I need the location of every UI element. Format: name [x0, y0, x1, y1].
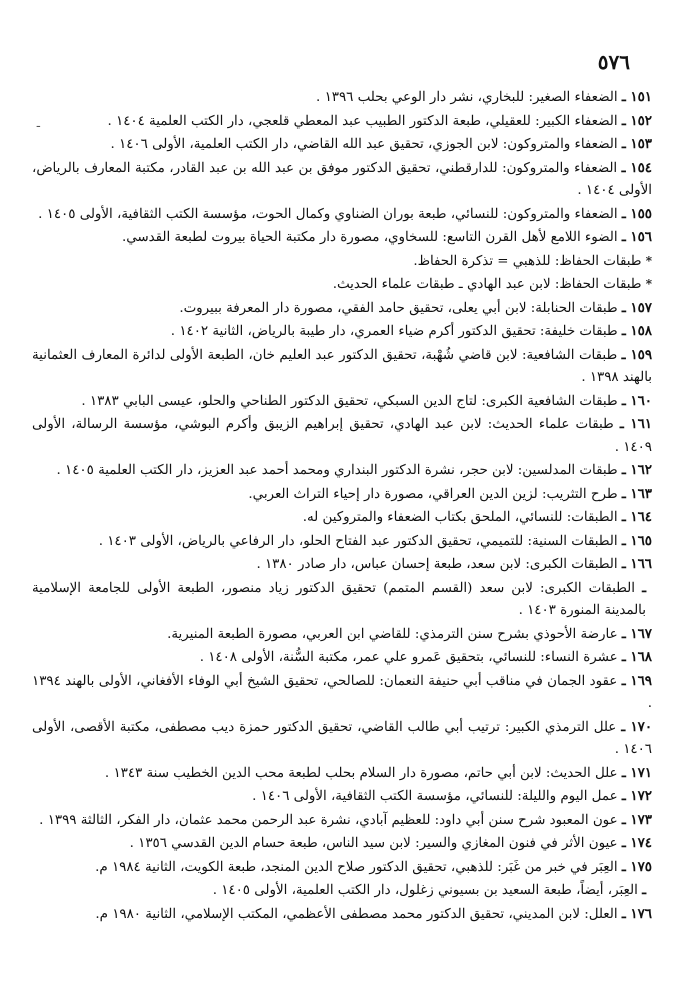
bibliography-entry	[32, 832, 652, 856]
entry-text: علل الحديث: لابن أبي حاتم، مصورة دار السلام بحلب لطبعة محب الدين الخطيب سنة ١٣٤٣ .	[104, 765, 618, 781]
bibliography-entry	[32, 506, 652, 530]
entry-number: ١٥٧ ـ	[621, 299, 652, 316]
bibliography-entry	[32, 785, 652, 809]
entry-text: عمل اليوم والليلة: للنسائي، مؤسسة الكتب الثقافية، الأولى ١٤٠٦ .	[252, 789, 618, 804]
entry-number: ١٥٩ ـ	[621, 346, 653, 363]
cross-reference-entry	[32, 250, 652, 274]
entry-text: طبقات الحفاظ: للذهبي = تذكرة الحفاظ.	[413, 253, 642, 269]
entry-text: الطبقات: للنسائي، الملحق بكتاب الضعفاء والمتروكين له.	[302, 510, 618, 525]
entry-number: ١٥٣ ـ	[621, 136, 652, 152]
entry-number: ١٧٤ ـ	[621, 835, 652, 851]
entry-text: طبقات الشافعية: لابن قاضي شُهْبة، تحقيق الدكتور عبد العليم خان، الطبعة الأولى لدائرة المعارف العثمانية بالهند ١٣٩٨ .	[32, 347, 652, 385]
bibliography-entry	[32, 320, 652, 344]
entry-text: الضعفاء الصغير: للبخاري، نشر دار الوعي بحلب ١٣٩٦ .	[316, 90, 618, 105]
entry-number: ١٦٠ ـ	[621, 392, 652, 409]
bibliography-list	[32, 86, 652, 926]
bibliography-entry	[32, 483, 652, 507]
bibliography-entry	[32, 203, 652, 227]
entry-number: ـ	[642, 882, 646, 898]
entry-number: ١٧٢ ـ	[621, 788, 652, 804]
bibliography-entry	[32, 762, 652, 786]
entry-text: العِبَر في خبر من غَبَر: للذهبي، تحقيق الدكتور صلاح الدين المنجد، طبعة الكويت، الثانية ١٩٨٤ م.	[95, 859, 618, 875]
bibliography-entry	[32, 670, 652, 716]
entry-text: عارضة الأحوذي بشرح سنن الترمذي: للقاضي ابن العربي، مصورة الطبعة المنيرية.	[167, 626, 618, 642]
entry-text: طبقات الحنابلة: لابن أبي يعلى، تحقيق حامد الفقي، مصورة دار المعرفة ببيروت.	[179, 300, 618, 316]
bibliography-entry	[32, 157, 652, 203]
bibliography-entry	[32, 646, 652, 670]
bibliography-entry	[32, 553, 652, 577]
entry-text: الضعفاء والمتروكون: للنسائي، طبعة بوران الضناوي وكمال الحوت، مؤسسة الكتب الثقافية، الأولى ١٤٠٥ .	[38, 206, 618, 222]
entry-number: ١٦٥ ـ	[621, 532, 652, 549]
stray-mark: -	[36, 118, 41, 134]
bibliography-entry	[32, 459, 652, 483]
entry-number: ١٦٨ ـ	[621, 649, 652, 665]
entry-number: ١٦٤ ـ	[621, 509, 652, 525]
entry-text: عيون الأثر في فنون المغازي والسير: لابن سيد الناس، طبعة حسام الدين القدسي ١٣٥٦ .	[129, 836, 618, 851]
bibliography-entry	[32, 110, 652, 134]
bibliography-entry	[32, 623, 652, 647]
page-number: ٥٧٦	[597, 50, 630, 74]
entry-text: طبقات علماء الحديث: لابن عبد الهادي، تحقيق إبراهيم الزيبق وأكرم البوشي، مؤسسة الرسالة، الأولى ١٤٠٩ .	[32, 417, 652, 455]
entry-number: ١٧٥ ـ	[621, 858, 652, 875]
entry-number: ١٧١ ـ	[621, 764, 652, 781]
entry-number: ١٧٦ ـ	[621, 905, 652, 922]
entry-number: ١٧٣ ـ	[621, 811, 652, 828]
bibliography-entry	[32, 226, 652, 250]
bibliography-entry	[32, 133, 652, 157]
entry-number: ١٥١ ـ	[621, 89, 652, 105]
entry-text: الضعفاء والمتروكون: لابن الجوزي، تحقيق عبد الله القاضي، دار الكتب العلمية، الأولى ١٤٠٦ .	[110, 137, 618, 152]
entry-number: ١٦٢ ـ	[621, 462, 652, 478]
cross-reference-entry	[32, 273, 652, 297]
entry-number: ١٥٦ ـ	[621, 229, 652, 245]
entry-number: ١٥٤ ـ	[621, 159, 652, 176]
entry-number: ١٦٩ ـ	[621, 672, 652, 689]
entry-text: الضعفاء الكبير: للعقيلي، طبعة الدكتور الطبيب عبد المعطي قلعجي، دار الكتب العلمية ١٤٠٤ .	[107, 113, 618, 129]
entry-text: الطبقات الكبرى: لابن سعد، طبعة إحسان عباس، دار صادر ١٣٨٠ .	[256, 557, 618, 572]
entry-text: طبقات الشافعية الكبرى: لتاج الدين السبكي، تحقيق الدكتور الطناحي والحلو، عيسى البابي ١٣٨٣ .	[81, 393, 618, 409]
bibliography-entry	[32, 86, 652, 110]
entry-text: الضعفاء والمتروكون: للدارقطني، تحقيق الدكتور موفق بن عبد الله بن عبد القادر، مكتبة المعارف بالرياض، الأولى ١٤٠٤ .	[32, 160, 652, 198]
bibliography-entry	[32, 390, 652, 414]
entry-text: عون المعبود شرح سنن أبي داود: للعظيم آبادي، نشرة عبد الرحمن محمد عثمان، دار الفكر، الثالثة ١٣٩٩ .	[39, 812, 618, 828]
entry-text: طبقات الحفاظ: لابن عبد الهادي ـ طبقات علماء الحديث.	[332, 277, 642, 292]
entry-number: ١٦٧ ـ	[621, 625, 652, 642]
entry-text: الضوء اللامع لأهل القرن التاسع: للسخاوي، مصورة دار مكتبة الحياة بيروت لطبعة القدسي.	[121, 230, 618, 245]
bibliography-entry	[32, 879, 652, 903]
entry-number: ١٥٥ ـ	[621, 205, 652, 222]
entry-number: ١٥٨ ـ	[621, 323, 652, 339]
entry-number: ١٦٣ ـ	[621, 485, 652, 502]
entry-text: طرح التثريب: لزين الدين العراقي، مصورة دار إحياء التراث العربي.	[248, 486, 618, 502]
entry-number: ـ	[642, 579, 646, 596]
entry-number: *	[645, 253, 652, 268]
entry-text: علل الترمذي الكبير: ترتيب أبي طالب القاضي، تحقيق الدكتور حمزة ديب مصطفى، مكتبة الأقصى، الأولى ١٤٠٦ .	[32, 719, 652, 757]
bibliography-entry	[32, 413, 652, 459]
entry-text: العلل: لابن المديني، تحقيق الدكتور محمد مصطفى الأعظمي، المكتب الإسلامي، الثانية ١٩٨٠ م.	[95, 906, 618, 922]
bibliography-entry	[32, 297, 652, 321]
entry-number: *	[645, 277, 652, 291]
bibliography-entry	[32, 716, 652, 762]
bibliography-entry	[32, 344, 652, 390]
entry-text: طبقات خليفة: تحقيق الدكتور أكرم ضياء العمري، دار طيبة بالرياض، الثانية ١٤٠٢ .	[170, 324, 618, 339]
bibliography-entry	[32, 809, 652, 833]
bibliography-entry	[32, 530, 652, 554]
entry-text: طبقات المدلسين: لابن حجر، نشرة الدكتور البنداري ومحمد أحمد عبد العزيز، دار الكتب العلمية ١٤٠٥ .	[56, 463, 618, 478]
bibliography-entry	[32, 856, 652, 880]
bibliography-entry	[32, 903, 652, 927]
entry-text: العِبَر، أيضاً، طبعة السعيد بن بسيوني زغلول، دار الكتب العلمية، الأولى ١٤٠٥ .	[212, 883, 638, 898]
entry-number: ١٧٠ ـ	[621, 718, 653, 735]
entry-number: ١٦٦ ـ	[621, 556, 652, 572]
entry-text: الطبقات السنية: للتميمي، تحقيق الدكتور عبد الفتاح الحلو، دار الرفاعي بالرياض، الأولى ١٤٠٣ .	[98, 533, 618, 549]
entry-number: ١٥٢ ـ	[621, 112, 652, 129]
entry-text: عقود الجمان في مناقب أبي حنيفة النعمان: للصالحي، تحقيق الشيخ أبي الوفاء الأفغاني، الأولى بالهند ١٣٩٤ .	[32, 673, 652, 711]
entry-number: ١٦١ ـ	[619, 416, 652, 432]
entry-text: الطبقات الكبرى: لابن سعد (القسم المتمم) تحقيق الدكتور زياد منصور، الطبعة الأولى للجامعة الإسلامية بالمدينة المنورة ١٤٠٣ .	[32, 580, 646, 618]
bibliography-entry	[32, 577, 652, 623]
entry-text: عشرة النساء: للنسائي، بتحقيق عَمرو علي عمر، مكتبة السُّنة، الأولى ١٤٠٨ .	[199, 650, 618, 665]
